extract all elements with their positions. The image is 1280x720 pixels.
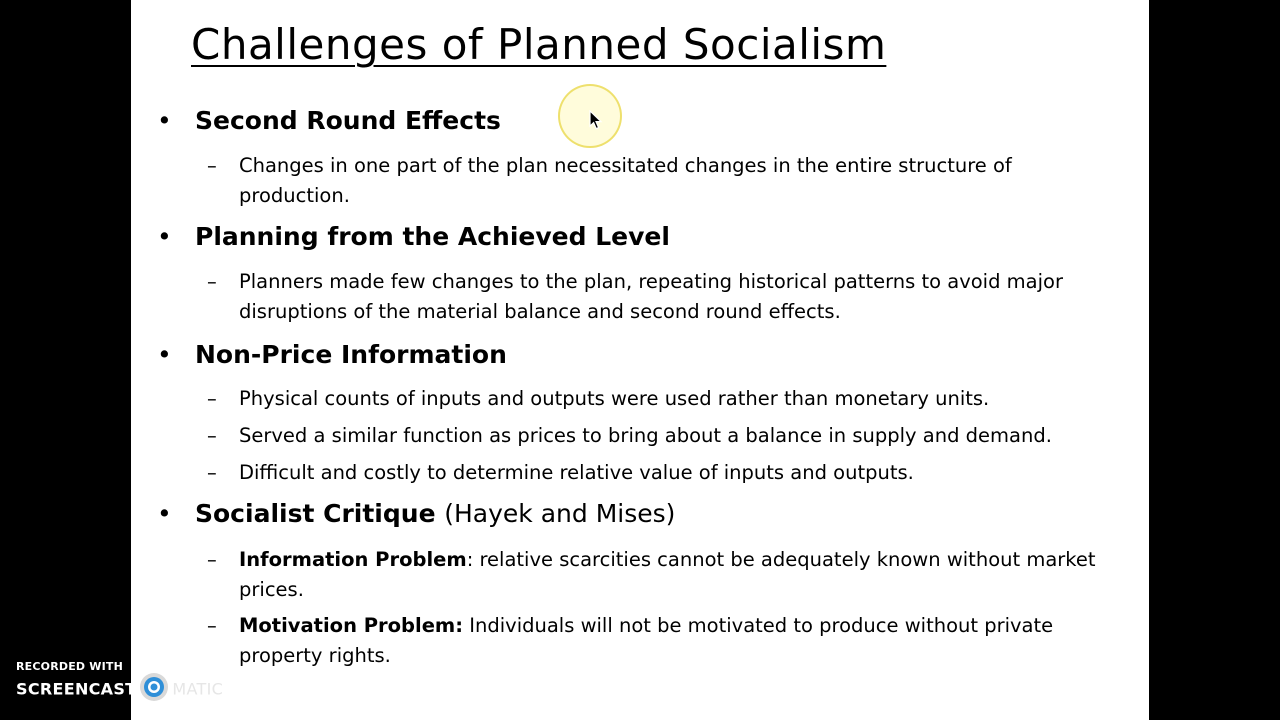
dash-icon: – [207,270,217,293]
sub-bullet: – Information Problem: relative scarcities cannot be adequately known without market prices. [207,545,1127,605]
bullet-dot-icon: • [157,222,172,251]
brand-name: SCREENCAST MATIC [16,678,223,702]
dash-icon: – [207,154,217,177]
bullet-dot-icon: • [157,106,172,135]
cursor-arrow-icon [589,110,603,130]
sub-bullet: – Planners made few changes to the plan, repeating historical patterns to avoid major disruptions of the material balance and second round effects. [207,267,1127,327]
slide-title: Challenges of Planned Socialism [191,20,887,69]
sub-bullet: – Difficult and costly to determine relative value of inputs and outputs. [207,458,1127,488]
recorded-with-label: RECORDED WITH [16,660,124,673]
bullet-dot-icon: • [157,499,172,528]
sub-bullet: – Served a similar function as prices to bring about a balance in supply and demand. [207,421,1127,451]
term-motivation-problem: Motivation Problem: [239,614,464,637]
sub-bullet: – Motivation Problem: Individuals will not be motivated to produce without private property rights. [207,611,1127,671]
bullet-dot-icon: • [157,340,172,369]
sub-bullet: – Physical counts of inputs and outputs were used rather than monetary units. [207,384,1127,414]
dash-icon: – [207,387,217,410]
screencast-o-matic-logo-icon [139,672,169,702]
screencast-watermark [16,660,224,699]
bullet-heading: • Non-Price Information [157,340,507,369]
bullet-heading: • Planning from the Achieved Level [157,222,670,251]
term-information-problem: Information Problem [239,548,467,571]
dash-icon: – [207,614,217,637]
slide [131,0,1149,720]
bullet-heading: • Second Round Effects [157,106,501,135]
dash-icon: – [207,424,217,447]
sub-bullet: – Changes in one part of the plan necessitated changes in the entire structure of production. [207,151,1127,211]
dash-icon: – [207,461,217,484]
bullet-heading: • Socialist Critique (Hayek and Mises) [157,499,676,528]
dash-icon: – [207,548,217,571]
